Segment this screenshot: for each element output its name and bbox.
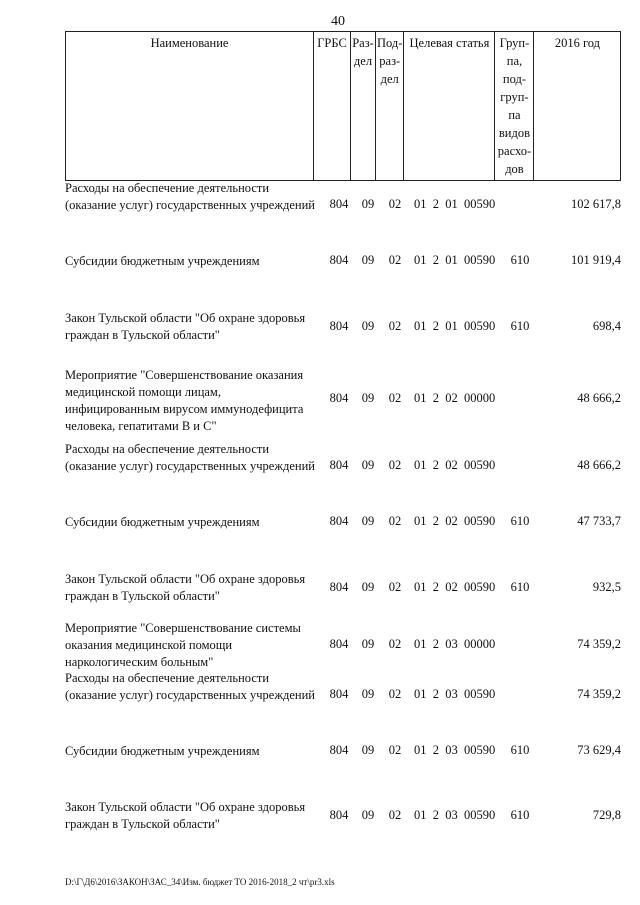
row-razdel: 09 (361, 514, 375, 528)
row-grbs: 804 (329, 580, 349, 594)
header-name: Наименование (66, 32, 314, 181)
row-target: 01 2 01 00590 (414, 197, 496, 211)
row-name: Расходы на обеспечение деятельности (оказание услуг) государственных учреждений (65, 442, 315, 473)
row-target: 01 2 02 00000 (414, 391, 496, 405)
header-year: 2016 год (534, 32, 621, 181)
row-podrazdel: 02 (388, 391, 402, 405)
row-name: Закон Тульской области "Об охране здоровья граждан в Тульской области" (65, 800, 306, 831)
row-group: 610 (510, 580, 530, 594)
row-target: 01 2 03 00590 (414, 808, 496, 822)
row-razdel: 09 (361, 391, 375, 405)
row-podrazdel: 02 (388, 253, 402, 267)
header-podrazdel: Под-раз-дел (376, 32, 404, 181)
row-razdel: 09 (361, 580, 375, 594)
row-target: 01 2 03 00590 (414, 687, 496, 701)
row-amount: 48 666,2 (577, 458, 621, 472)
row-name: Расходы на обеспечение деятельности (оказание услуг) государственных учреждений (65, 671, 315, 702)
row-amount: 48 666,2 (577, 391, 621, 405)
row-podrazdel: 02 (388, 580, 402, 594)
row-podrazdel: 02 (388, 637, 402, 651)
row-name: Расходы на обеспечение деятельности (оказание услуг) государственных учреждений (65, 181, 315, 212)
row-podrazdel: 02 (388, 319, 402, 333)
row-name: Мероприятие "Совершенствование системы оказания медицинской помощи наркологическим больным" (65, 621, 301, 669)
row-razdel: 09 (361, 743, 375, 757)
row-podrazdel: 02 (388, 514, 402, 528)
row-name: Закон Тульской области "Об охране здоровья граждан в Тульской области" (65, 572, 306, 603)
row-grbs: 804 (329, 197, 349, 211)
row-razdel: 09 (361, 637, 375, 651)
row-podrazdel: 02 (388, 743, 402, 757)
row-grbs: 804 (329, 253, 349, 267)
header-target: Целевая статья (404, 32, 495, 181)
row-amount: 932,5 (592, 580, 621, 594)
row-name: Субсидии бюджетным учреждениям (65, 254, 260, 268)
row-target: 01 2 02 00590 (414, 580, 496, 594)
row-grbs: 804 (329, 319, 349, 333)
row-name: Мероприятие "Совершенствование оказания медицинской помощи лицам, инфицированным вирусом иммунодефицита человека, гепатитами В и С" (65, 368, 304, 433)
row-razdel: 09 (361, 253, 375, 267)
row-amount: 47 733,7 (577, 514, 621, 528)
row-amount: 729,8 (592, 808, 621, 822)
row-grbs: 804 (329, 743, 349, 757)
row-group: 610 (510, 253, 530, 267)
row-podrazdel: 02 (388, 687, 402, 701)
header-grbs: ГРБС (314, 32, 351, 181)
header-razdel: Раз-дел (351, 32, 376, 181)
row-group: 610 (510, 319, 530, 333)
row-amount: 102 617,8 (571, 197, 621, 211)
row-grbs: 804 (329, 458, 349, 472)
row-amount: 101 919,4 (571, 253, 621, 267)
page-number: 40 (331, 14, 345, 29)
row-amount: 74 359,2 (577, 637, 621, 651)
row-grbs: 804 (329, 391, 349, 405)
row-amount: 74 359,2 (577, 687, 621, 701)
row-target: 01 2 03 00590 (414, 743, 496, 757)
row-razdel: 09 (361, 197, 375, 211)
row-grbs: 804 (329, 637, 349, 651)
row-amount: 698,4 (592, 319, 621, 333)
row-grbs: 804 (329, 687, 349, 701)
row-razdel: 09 (361, 808, 375, 822)
row-name: Закон Тульской области "Об охране здоровья граждан в Тульской области" (65, 311, 306, 342)
row-podrazdel: 02 (388, 808, 402, 822)
row-razdel: 09 (361, 319, 375, 333)
table-header (65, 31, 621, 181)
row-grbs: 804 (329, 808, 349, 822)
row-target: 01 2 02 00590 (414, 514, 496, 528)
row-razdel: 09 (361, 687, 375, 701)
row-amount: 73 629,4 (577, 743, 621, 757)
row-target: 01 2 01 00590 (414, 319, 496, 333)
row-target: 01 2 03 00000 (414, 637, 496, 651)
row-group: 610 (510, 808, 530, 822)
row-target: 01 2 01 00590 (414, 253, 496, 267)
row-group: 610 (510, 514, 530, 528)
row-razdel: 09 (361, 458, 375, 472)
row-podrazdel: 02 (388, 197, 402, 211)
row-podrazdel: 02 (388, 458, 402, 472)
row-name: Субсидии бюджетным учреждениям (65, 515, 260, 529)
header-group: Груп-па, под-груп-па видов расхо-дов (495, 32, 534, 181)
row-name: Субсидии бюджетным учреждениям (65, 744, 260, 758)
file-path-footer: D:\Г\Д6\2016\ЗАКОН\ЗАС_34\Изм. бюджет ТО 2016-2018_2 чт\pr3.xls (65, 877, 335, 887)
row-group: 610 (510, 743, 530, 757)
row-target: 01 2 02 00590 (414, 458, 496, 472)
row-grbs: 804 (329, 514, 349, 528)
